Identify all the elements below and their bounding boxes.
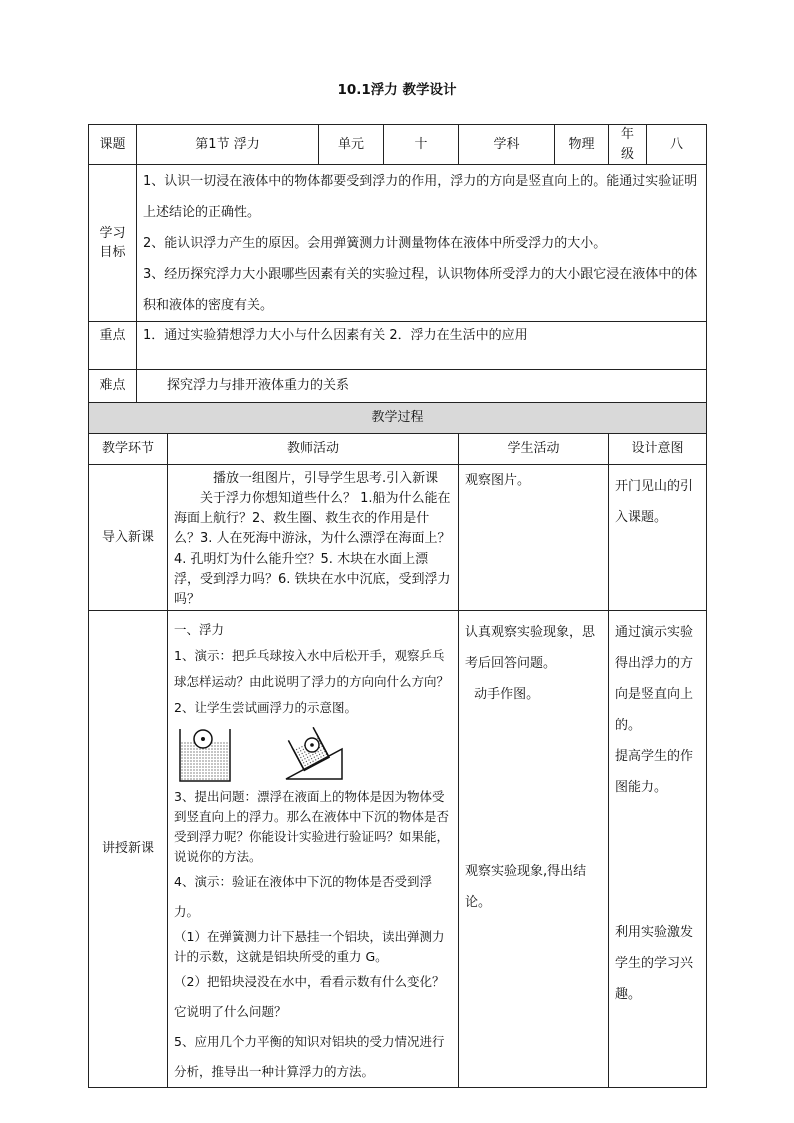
goal-item: 3、经历探究浮力大小跟哪些因素有关的实验过程，认识物体所受浮力的大小跟它浸在液体中的体积和液体的密度有关。 [143, 266, 698, 313]
process-row-intro [89, 465, 707, 611]
teacher-text: （2）把铅块浸没在水中，看看示数有什么变化？ [174, 973, 445, 989]
teacher-text: 它说明了什么问题？ [174, 1003, 287, 1019]
teacher-text: 5、应用几个力平衡的知识对铝块的受力情况进行分析，推导出一种计算浮力的方法。 [174, 1033, 445, 1079]
difficulty-row [89, 370, 707, 403]
process-heading-row [89, 403, 707, 434]
grade-label: 年级 [609, 125, 647, 165]
student-activity [459, 610, 609, 1087]
student-activity: 观察图片。 [459, 465, 609, 611]
key-points-value: 1．通过实验猜想浮力大小与什么因素有关 2．浮力在生活中的应用 [137, 322, 707, 370]
column-header: 教师活动 [168, 434, 459, 465]
teacher-text: （1）在弹簧测力计下悬挂一个铝块，读出弹测力计的示数，这就是铝块所受的重力 G。 [174, 928, 445, 964]
grade-value: 八 [647, 125, 707, 165]
goals-row [89, 165, 707, 322]
student-text: 动手作图。 [474, 686, 540, 702]
teacher-text: 3、提出问题：漂浮在液面上的物体是因为物体受到竖直向上的浮力。那么在液体中下沉的物体是否受到浮力呢？你能设计实验进行验证吗？如果能，说说你的方法。 [174, 788, 450, 864]
beaker-ball-diagram [178, 727, 234, 783]
stage-label: 讲授新课 [89, 610, 168, 1087]
teacher-text: 4、演示：验证在液体中下沉的物体是否受到浮力。 [174, 873, 432, 919]
teacher-activity [168, 465, 459, 611]
goal-item: 1、认识一切浸在液体中的物体都要受到浮力的作用，浮力的方向是竖直向上的。能通过实验证明上述结论的正确性。 [143, 173, 698, 220]
intent-text: 通过演示实验得出浮力的方向是竖直向上的。 [615, 624, 694, 733]
column-header: 教学环节 [89, 434, 168, 465]
document-title: 10.1浮力 教学设计 [337, 82, 457, 98]
teacher-text: 1、演示：把乒乓球按入水中后松开手，观察乒乓球怎样运动？由此说明了浮力的方向向什么方向？ [174, 647, 450, 689]
intent-text: 利用实验激发学生的学习兴趣。 [615, 924, 694, 1002]
unit-value: 十 [384, 125, 459, 165]
unit-label: 单元 [319, 125, 384, 165]
course-label: 课题 [89, 125, 137, 165]
column-header: 学生活动 [459, 434, 609, 465]
course-value: 第1节 浮力 [137, 125, 319, 165]
key-points-row [89, 322, 707, 370]
design-intent [609, 610, 707, 1087]
key-points-label: 重点 [89, 322, 137, 370]
process-row-new-lesson [89, 610, 707, 1087]
goal-item: 2、能认识浮力产生的原因。会用弹簧测力计测量物体在液体中所受浮力的大小。 [143, 235, 607, 251]
intent-text: 提高学生的作图能力。 [615, 748, 694, 795]
goals-content [137, 165, 707, 322]
stage-label: 导入新课 [89, 465, 168, 611]
incline-cup-diagram [282, 727, 348, 783]
subject-label: 学科 [459, 125, 555, 165]
student-text: 观察实验现象,得出结论。 [465, 863, 587, 910]
process-heading: 教学过程 [89, 403, 707, 434]
design-intent: 开门见山的引入课题。 [609, 465, 707, 611]
teacher-text: 2、让学生尝试画浮力的示意图。 [174, 699, 357, 715]
goals-label: 学习 目标 [89, 165, 137, 322]
header-row [89, 125, 707, 165]
teacher-text: 关于浮力你想知道些什么？ 1.船为什么能在海面上航行？2、救生圈、救生衣的作用是什么？3. 人在死海中游泳，为什么漂浮在海面上？4. 孔明灯为什么能升空？5. 木块在水面上漂浮，受到浮力吗？6. 铁块在水中沉底，受到浮力吗？ [174, 491, 451, 607]
difficulty-value: 探究浮力与排开液体重力的关系 [137, 370, 707, 403]
subject-value: 物理 [555, 125, 609, 165]
difficulty-label: 难点 [89, 370, 137, 403]
teacher-text: 播放一组图片，引导学生思考.引入新课 [213, 471, 439, 486]
process-columns-row [89, 434, 707, 465]
buoyancy-diagrams [178, 727, 452, 783]
teacher-text: 一、浮力 [174, 621, 225, 637]
lesson-plan-table [88, 124, 706, 1088]
column-header: 设计意图 [609, 434, 707, 465]
teacher-activity [168, 610, 459, 1087]
student-text: 认真观察实验现象，思考后回答问题。 [465, 624, 596, 671]
